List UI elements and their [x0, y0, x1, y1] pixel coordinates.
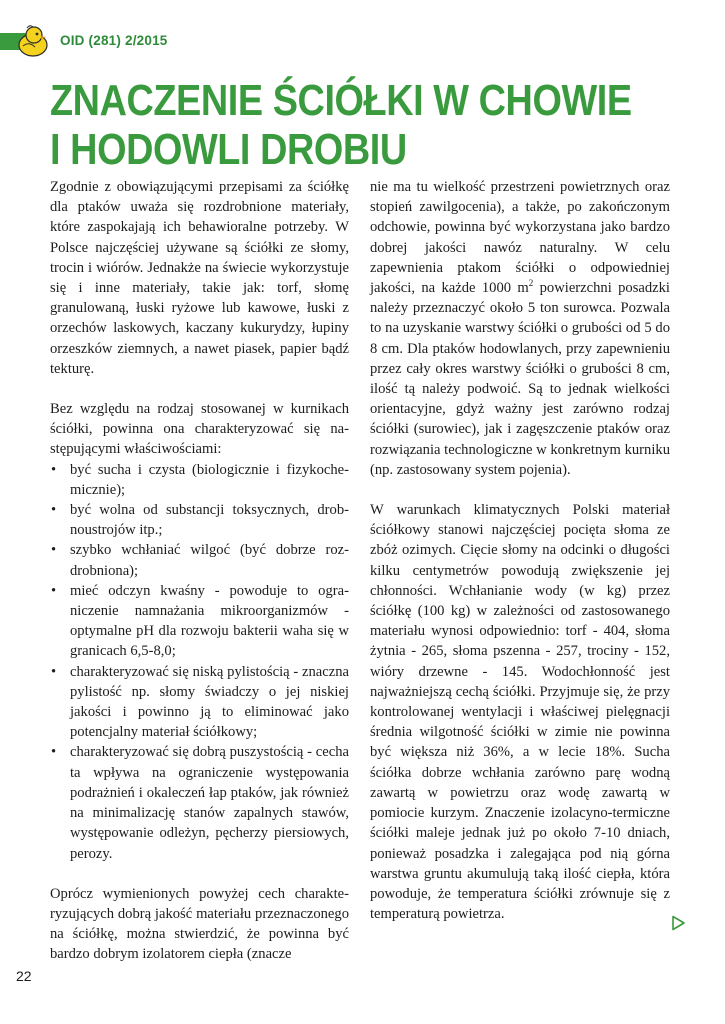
paragraph-properties-intro: Bez względu na rodzaj stosowanej w kurnikach ściółki, powinna ona charakteryzować się następującymi właściwościami:	[50, 401, 349, 458]
paragraph-climate: W warunkach klimatycznych Polski materiał ściółkowy stanowi najczęściej pocięta słoma ze zbóż ozimych. Cięcie słomy na odcinki o długości kilku centymetrów powodują zwiększenie jej chłonności. Wchłanianie wody (w kg) przez ściółkę (100 kg) w zależności od zastosowanego materiału wynosi odpowiednio: torf - 404, słoma żytnia - 265, słoma pszenna - 257, trociny - 152, wióry drzewne - 145. Wodochłonność jest najważniejszą cechą ściółki. Przyjmuje się, że przy kontrolowanej wentylacji i właściwej pielęgnacji średnia wilgotność ściółki w zimie nie powinna być większa niż 36%, a w lecie 18%. Sucha ściółka dobrze wchłania zarówno parę wodną zawartą w powietrzu oraz wodę zawartą w pomiocie kurzym. Znaczenie izolacyno-termiczne ściółki maleje jednak już po około 7-10 dniach, ponieważ posadzka i zalegająca pod nią górna warstwa gruntu akumulują taką ilość ciepła, która powoduje, że temperatura ściółki zrównuje się z temperaturą powietrza.	[370, 502, 670, 923]
paragraph-quantity	[370, 177, 670, 480]
title-line-2: I HODOWLI DROBIU	[50, 125, 407, 174]
list-item: • charakteryzować się niską pylistością - znaczna pylistość np. słomy świadczy o jej niskiej jakości i powinno ją to eliminować jako potencjalny materiał ściółkowy;	[50, 662, 349, 743]
title-line-1: ZNACZENIE ŚCIÓŁKI W CHOWIE	[50, 76, 632, 125]
list-item: • być sucha i czysta (biologicznie i fizykochemicznie);	[50, 460, 349, 500]
next-page-arrow-icon[interactable]	[670, 915, 686, 931]
list-item: • charakteryzować się dobrą puszystością - cecha ta wpływa na ograniczenie występowania podrażnień i okaleczeń łap ptaków, jak również na minimalizację stanów zapalnych stawów, występowanie odleżyn, pęcherzy piersiowych, perozy.	[50, 742, 349, 863]
page-number: 22	[16, 968, 32, 984]
properties-list	[50, 460, 349, 864]
superscript-2: 2	[528, 278, 534, 289]
list-item: • mieć odczyn kwaśny - powoduje to ograniczenie namnażania mikroorganizmów - optymalne pH dla rozwoju bakterii waha się w granicach 6,5-8,0;	[50, 581, 349, 662]
paragraph-quantity-part-2: powierzchni posadzki należy przeznaczyć około 5 ton surowca. Pozwala to na uzyskanie warstwy ściółki o grubości od 5 do 8 cm. Dla ptaków hodowlanych, przy zapewnieniu przez cały okres warstwy ściółki o grubości 8 cm, ilość tą należy podwoić. Są to jednak wielkości orientacyjne, gdyż ważny jest zarówno rodzaj ściółki (surowiec), jak i zagęszczenie ptaków oraz rozwiązania technologiczne w konkretnym kurniku (np. zastosowany system pojenia).	[370, 280, 670, 478]
paragraph-intro: Zgodnie z obowiązującymi przepisami za ściółkę dla ptaków uważa się rozdrobnione materiały, które zaspokajają ich behawioralne potrzeby. W Polsce najczęściej używane są ściółki ze słomy, trocin i wiórów. Jednakże na świecie wykorzystuje się i inne materiały, takie jak: torf, słomę granulowaną, łuski ryżowe lub kawowe, łuski z orzechów laskowych, kaczany kukurydzy, łupiny orzeszków ziemnych, a nawet piasek, papier bądź tekturę.	[50, 179, 349, 377]
paragraph-insulation: Oprócz wymienionych powyżej cech charakteryzujących dobrą jakość materiału przeznaczonego na ściółkę, można stwierdzić, że powinna być bardzo dobrym izolatorem ciepła (znacze	[50, 885, 349, 963]
journal-issue: OID (281) 2/2015	[60, 33, 168, 48]
left-column	[50, 177, 349, 965]
article-title	[50, 76, 632, 174]
list-item: • być wolna od substancji toksycznych, drobnoustrojów itp.;	[50, 500, 349, 540]
list-item: • szybko wchłaniać wilgoć (być dobrze rozdrobniona);	[50, 540, 349, 580]
chick-logo-icon	[14, 24, 52, 58]
right-column	[370, 177, 670, 924]
paragraph-quantity-part-1: nie ma tu wielkość przestrzeni powietrznych oraz stopień zawilgocenia), a także, po zakończonym odchowie, powinna być wykorzystana jako bardzo dobrej jakości nawóz naturalny. W celu zapewnienia ptakom ściółki o odpowiedniej jakości, na każde 1000 m	[370, 179, 670, 297]
